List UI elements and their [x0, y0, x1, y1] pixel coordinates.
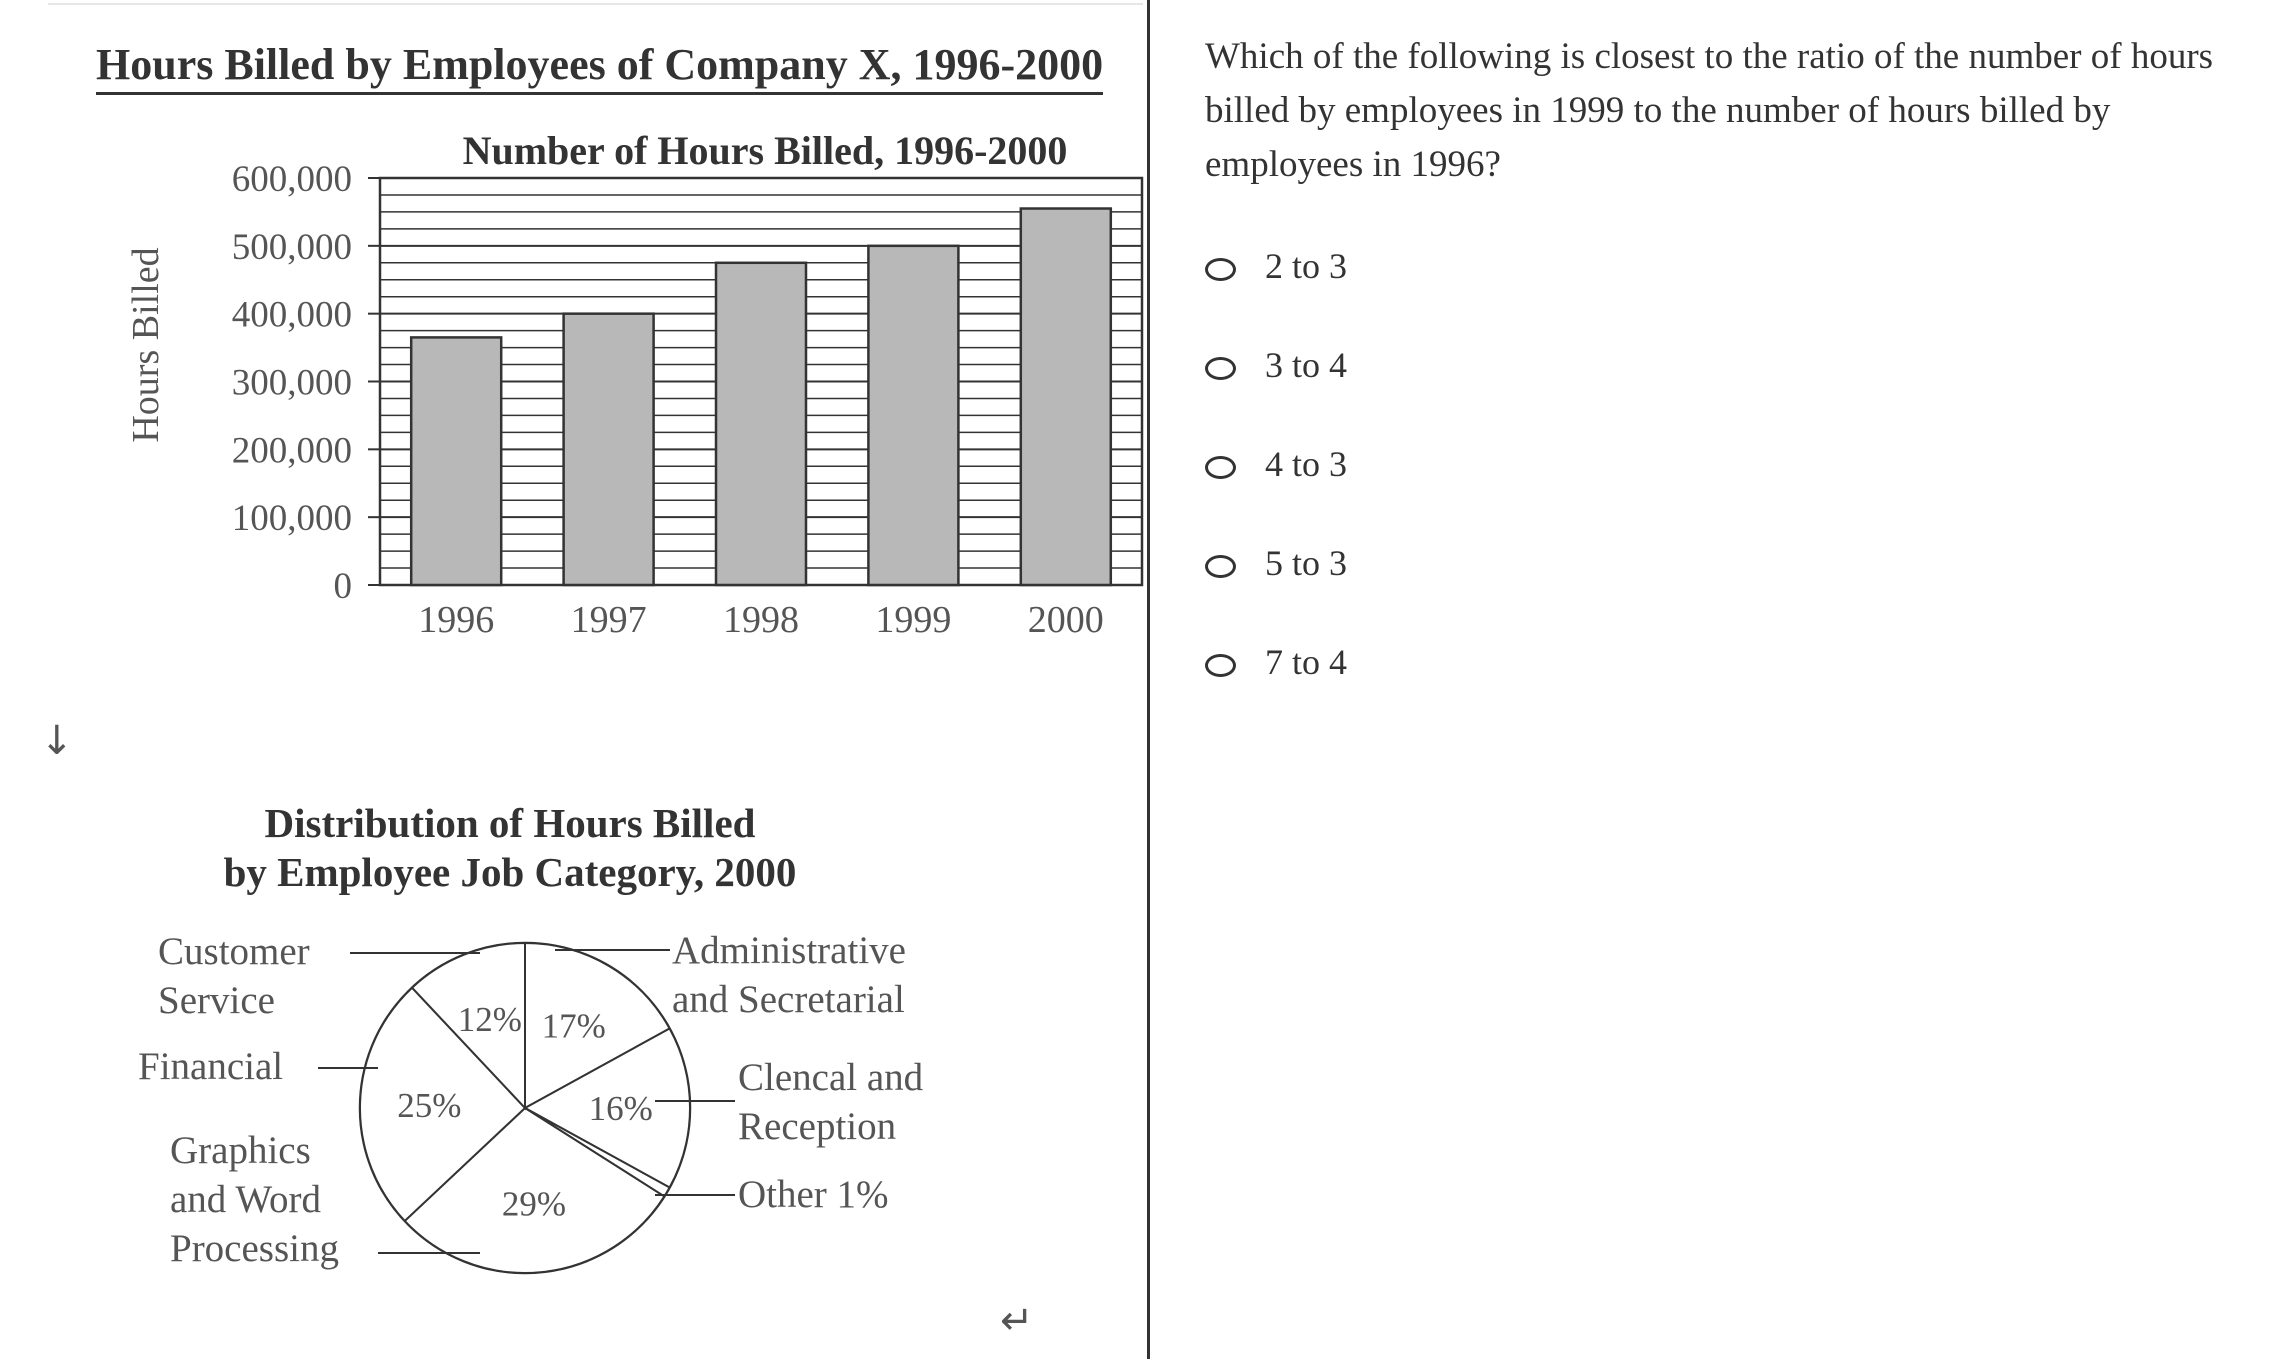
- bar-1998: [716, 263, 806, 585]
- option-label: 3 to 4: [1265, 345, 1348, 385]
- radio-button[interactable]: [1205, 357, 1236, 380]
- question-pane: [1150, 0, 2283, 1359]
- pie-value-label: 12%: [457, 1000, 522, 1040]
- option-label: 7 to 4: [1265, 642, 1348, 682]
- option-label: 2 to 3: [1265, 246, 1348, 286]
- pie-value-label: 17%: [541, 1006, 606, 1046]
- radio-button[interactable]: [1205, 456, 1236, 479]
- pie-category-label: Graphics: [170, 1129, 311, 1172]
- pie-chart-title: by Employee Job Category, 2000: [223, 849, 797, 895]
- y-tick-label: 300,000: [231, 362, 352, 404]
- answer-option[interactable]: [1205, 436, 1347, 535]
- x-tick-label: 1999: [875, 599, 952, 641]
- answer-options: [1205, 238, 1347, 733]
- pie-category-label: Financial: [138, 1045, 284, 1088]
- y-axis-label: Hours Billed: [125, 247, 167, 443]
- bar-1997: [564, 314, 654, 585]
- pie-category-label: and Word: [170, 1178, 322, 1221]
- pie-category-label: Processing: [170, 1227, 339, 1270]
- radio-button[interactable]: [1205, 258, 1236, 281]
- y-tick-label: 600,000: [231, 159, 352, 200]
- answer-option[interactable]: [1205, 337, 1347, 436]
- bar-1999: [868, 246, 958, 585]
- x-tick-label: 1998: [723, 599, 799, 641]
- figure-title: Hours Billed by Employees of Company X, 1996-2000: [96, 38, 1103, 95]
- pie-value-label: 29%: [501, 1184, 567, 1224]
- pie-category-label: Administrative: [672, 929, 906, 972]
- question-text: Which of the following is closest to the ratio of the number of hours billed by employees in 1999 to the number of hours billed by employees in 1996?: [1205, 36, 2214, 185]
- y-tick-label: 100,000: [231, 498, 352, 540]
- y-tick-label: 400,000: [231, 294, 352, 336]
- x-tick-label: 2000: [1027, 599, 1104, 641]
- pie-chart-title: Distribution of Hours Billed: [264, 800, 756, 846]
- pie-value-label: 16%: [588, 1089, 653, 1128]
- pie-category-label: Other 1%: [738, 1173, 889, 1216]
- option-label: 4 to 3: [1265, 444, 1348, 484]
- x-tick-label: 1997: [570, 599, 647, 641]
- bar-2000: [1021, 209, 1111, 585]
- pie-category-label: Service: [158, 979, 275, 1022]
- bar-chart-title: Number of Hours Billed, 1996-2000: [462, 128, 1068, 173]
- pie-value-label: 25%: [397, 1085, 462, 1125]
- radio-button[interactable]: [1205, 654, 1236, 677]
- pie-category-label: Clencal and: [738, 1056, 924, 1099]
- answer-option[interactable]: [1205, 535, 1347, 634]
- bar-1996: [411, 337, 501, 585]
- y-tick-label: 500,000: [231, 226, 352, 268]
- y-tick-label: 200,000: [231, 430, 352, 472]
- return-icon: ↵: [1000, 1298, 1034, 1344]
- pie-category-label: Customer: [158, 930, 310, 973]
- x-tick-label: 1996: [418, 599, 495, 641]
- pie-category-label: Reception: [738, 1105, 897, 1148]
- answer-option[interactable]: [1205, 238, 1347, 337]
- y-tick-label: 0: [333, 566, 352, 607]
- down-arrow-icon: ↓: [40, 718, 74, 764]
- answer-option[interactable]: [1205, 634, 1347, 733]
- option-label: 5 to 3: [1265, 543, 1348, 583]
- radio-button[interactable]: [1205, 555, 1236, 578]
- pie-category-label: and Secretarial: [672, 978, 905, 1021]
